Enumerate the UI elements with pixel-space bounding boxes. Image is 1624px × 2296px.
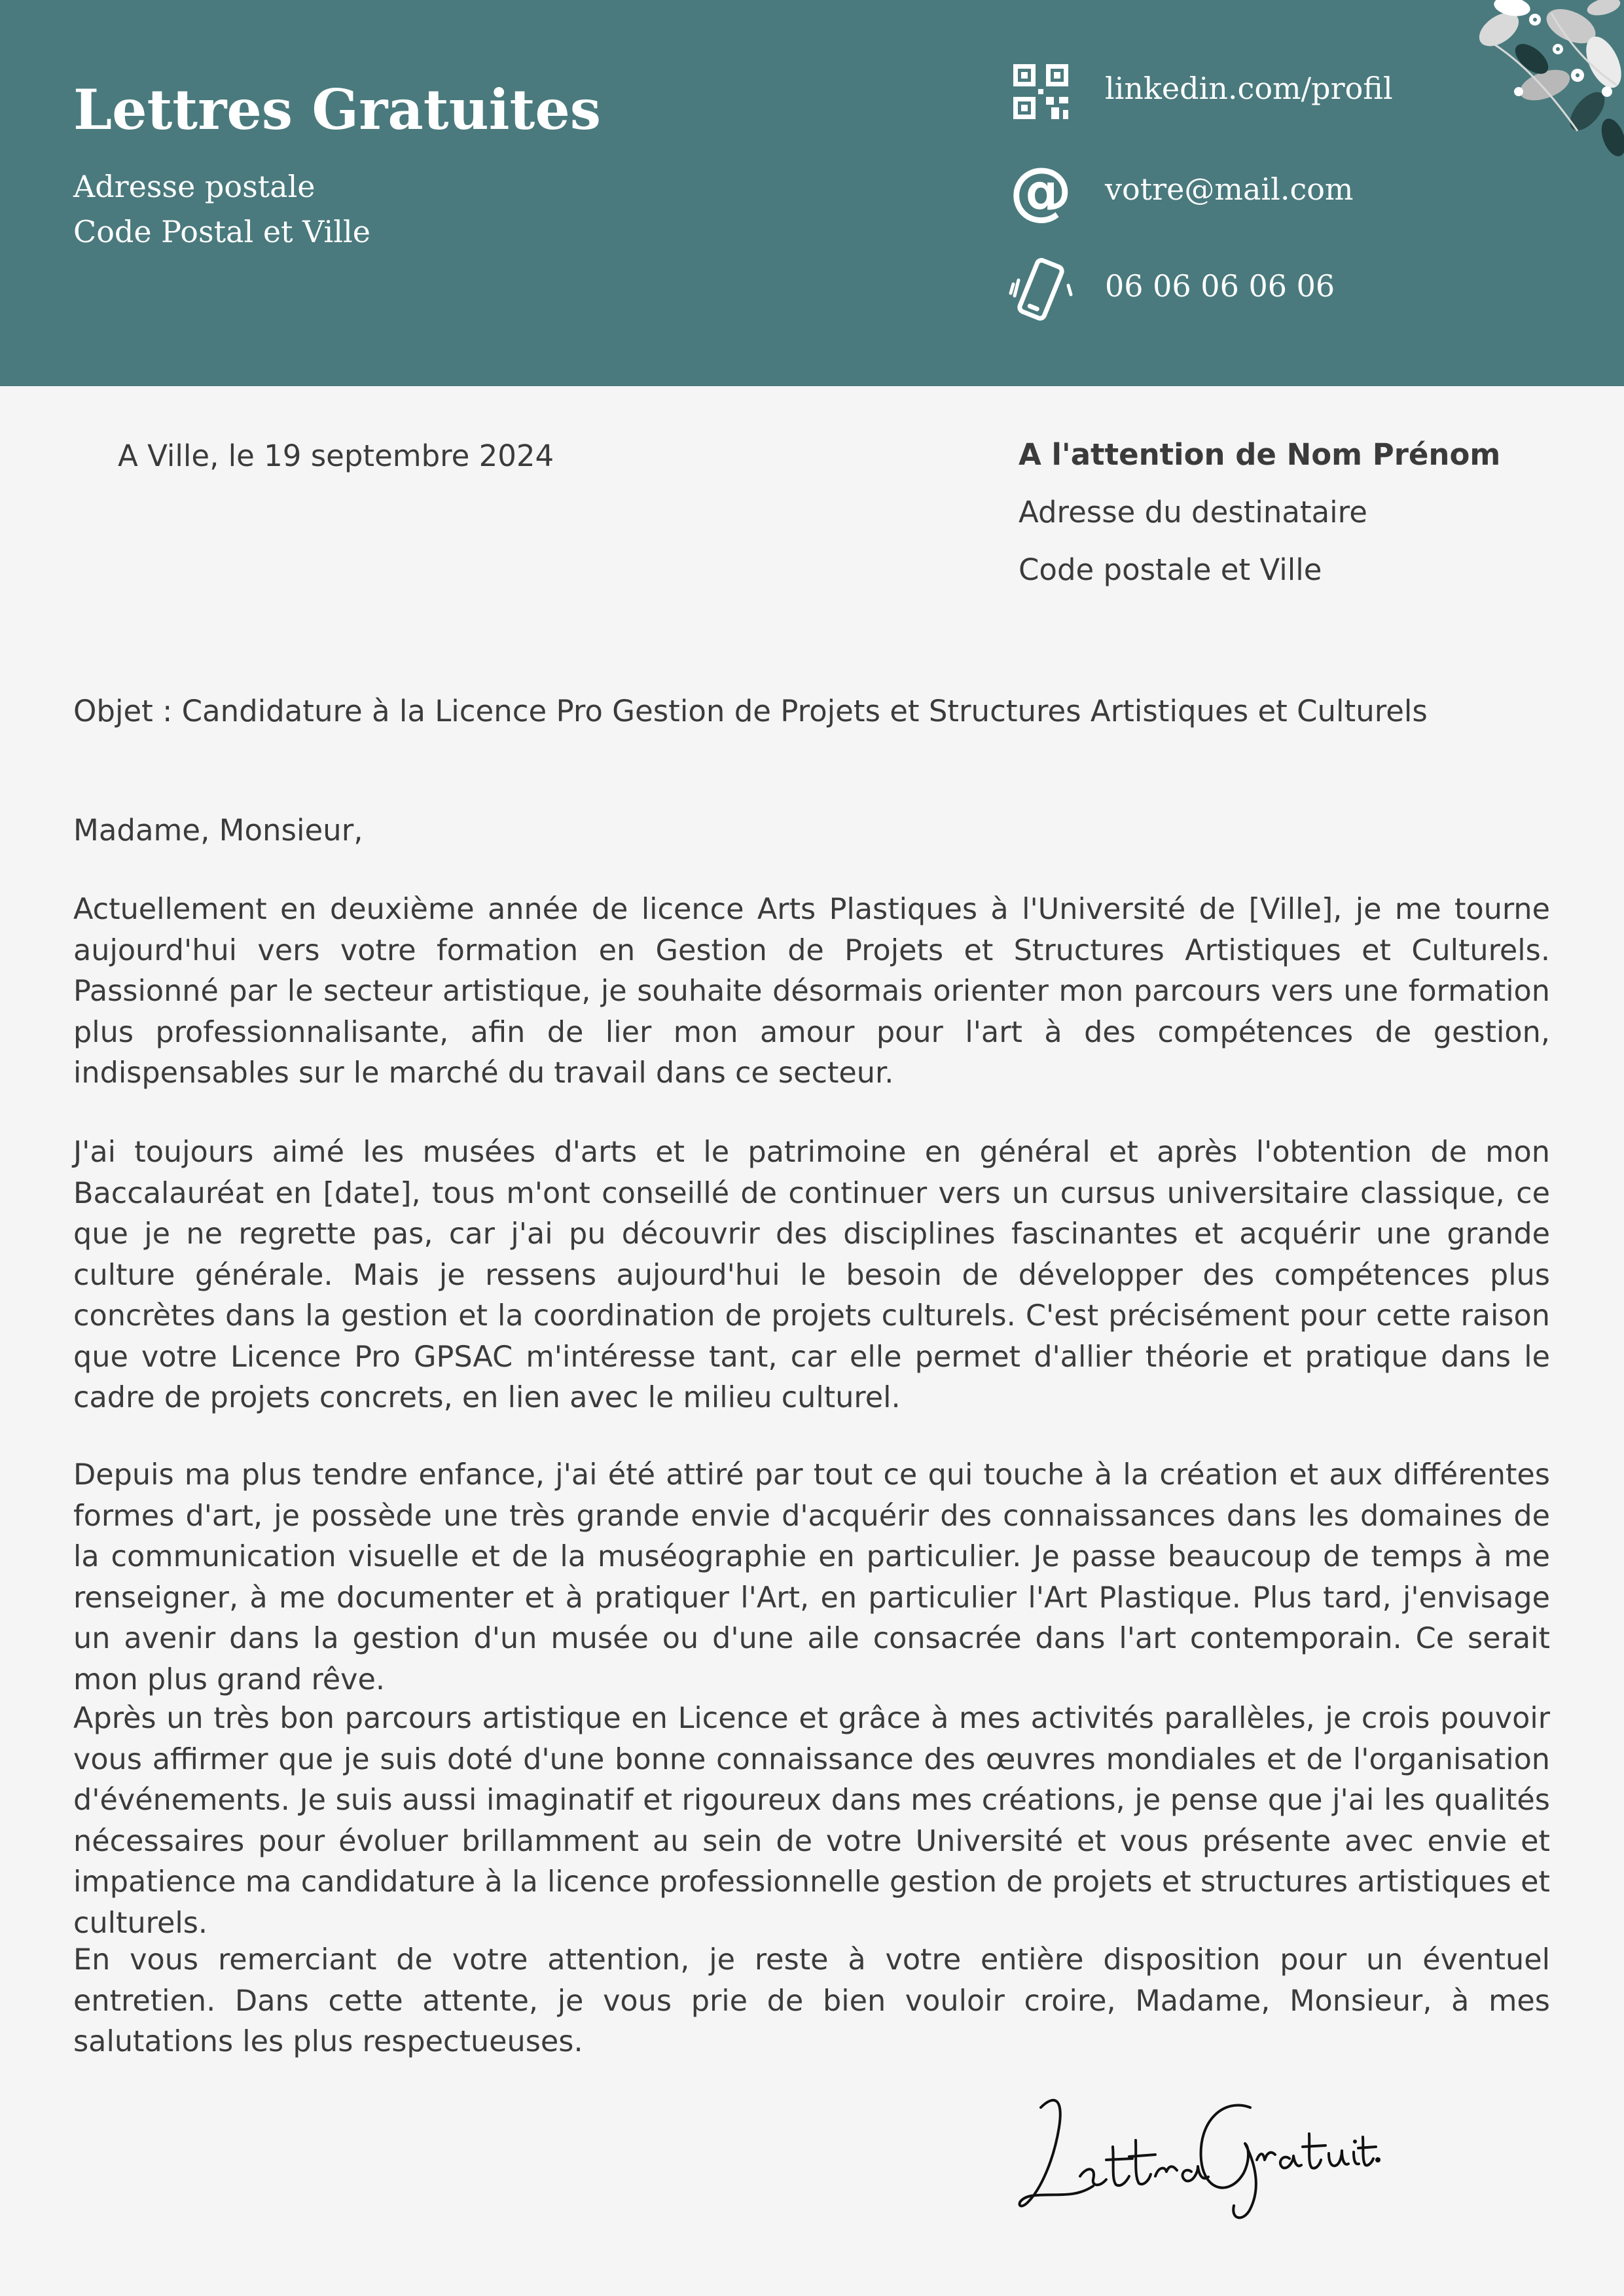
body-paragraph-5: En vous remerciant de votre attention, je reste à votre entière disposition pour un éventuel entretien. Dans cette attente, je vous prie de bien vouloir croire, Madame, Monsieur, à mes salutations les plus respectueuses.: [73, 1943, 1550, 2058]
qr-code-icon: [1008, 59, 1074, 124]
recipient-name: A l'attention de Nom Prénom: [1019, 437, 1501, 472]
handwritten-signature: [1001, 2068, 1381, 2225]
sender-city: Code Postal et Ville: [73, 214, 370, 249]
date-place: A Ville, le 19 septembre 2024: [118, 439, 554, 473]
at-sign-icon: [1008, 160, 1074, 225]
recipient-city: Code postale et Ville: [1019, 552, 1322, 587]
phone-number[interactable]: 06 06 06 06 06: [1105, 268, 1335, 304]
body-paragraph-3: Depuis ma plus tendre enfance, j'ai été attiré par tout ce qui touche à la création et aux différentes formes d'art, je possède une très grande envie d'acquérir des connaissances dans les domaines de la communication visuelle et de la muséographie en particulier. Je passe beaucoup de temps à me renseigner, à me documenter et à pratiquer l'Art, en particulier l'Art Plastique. Plus tard, j'envisage un avenir dans la gestion d'un musée ou d'une aile consacrée dans l'art contemporain. Ce serait mon plus grand rêve.: [73, 1458, 1550, 1696]
header-banner: [0, 0, 1624, 386]
sender-address: Adresse postale: [73, 169, 316, 204]
body-paragraph-2: J'ai toujours aimé les musées d'arts et le patrimoine en général et après l'obtention de mon Baccalauréat en [date], tous m'ont conseillé de continuer vers un cursus universitaire classique, ce que je ne regrette pas, car j'ai pu découvrir des disciplines fascinantes et acquérir une grande culture générale. Mais je ressens aujourd'hui le besoin de développer des compétences plus concrètes dans la gestion et la coordination de projets culturels. C'est précisément pour cette raison que votre Licence Pro GPSAC m'intéresse tant, car elle permet d'allier théorie et pratique dans le cadre de projets concrets, en lien avec le milieu culturel.: [73, 1136, 1550, 1414]
salutation: Madame, Monsieur,: [73, 813, 363, 848]
linkedin-url[interactable]: linkedin.com/profil: [1105, 71, 1393, 106]
recipient-address: Adresse du destinataire: [1019, 495, 1367, 529]
floral-ornament-icon: [1473, 0, 1624, 157]
email-address[interactable]: votre@mail.com: [1105, 171, 1354, 207]
sender-name: Lettres Gratuites: [73, 77, 602, 142]
body-paragraph-4: Après un très bon parcours artistique en Licence et grâce à mes activités parallèles, je crois pouvoir vous affirmer que je suis doté d'une bonne connaissance des œuvres mondiales et de l'organisation d'événements. Je suis aussi imaginatif et rigoureux dans mes créations, je pense que j'ai les qualités nécessaires pour évoluer brillamment au sein de votre Université et vous présente avec envie et impatience ma candidature à la licence professionnelle gestion de projets et structures artistiques et culturels.: [73, 1702, 1550, 1940]
svg-text:@: @: [1009, 160, 1072, 225]
body-paragraph-1: Actuellement en deuxième année de licence Arts Plastiques à l'Université de [Ville], je me tourne aujourd'hui vers votre formation en Gestion de Projets et Structures Artistiques et Culturels. Passionné par le secteur artistique, je souhaite désormais orienter mon parcours vers une formation plus professionnalisante, afin de lier mon amour pour l'art à des compétences de gestion, indispensables sur le marché du travail dans ce secteur.: [73, 893, 1550, 1090]
phone-icon: [1008, 257, 1074, 322]
subject-line: Objet : Candidature à la Licence Pro Gestion de Projets et Structures Artistiques et Culturels: [73, 694, 1428, 728]
